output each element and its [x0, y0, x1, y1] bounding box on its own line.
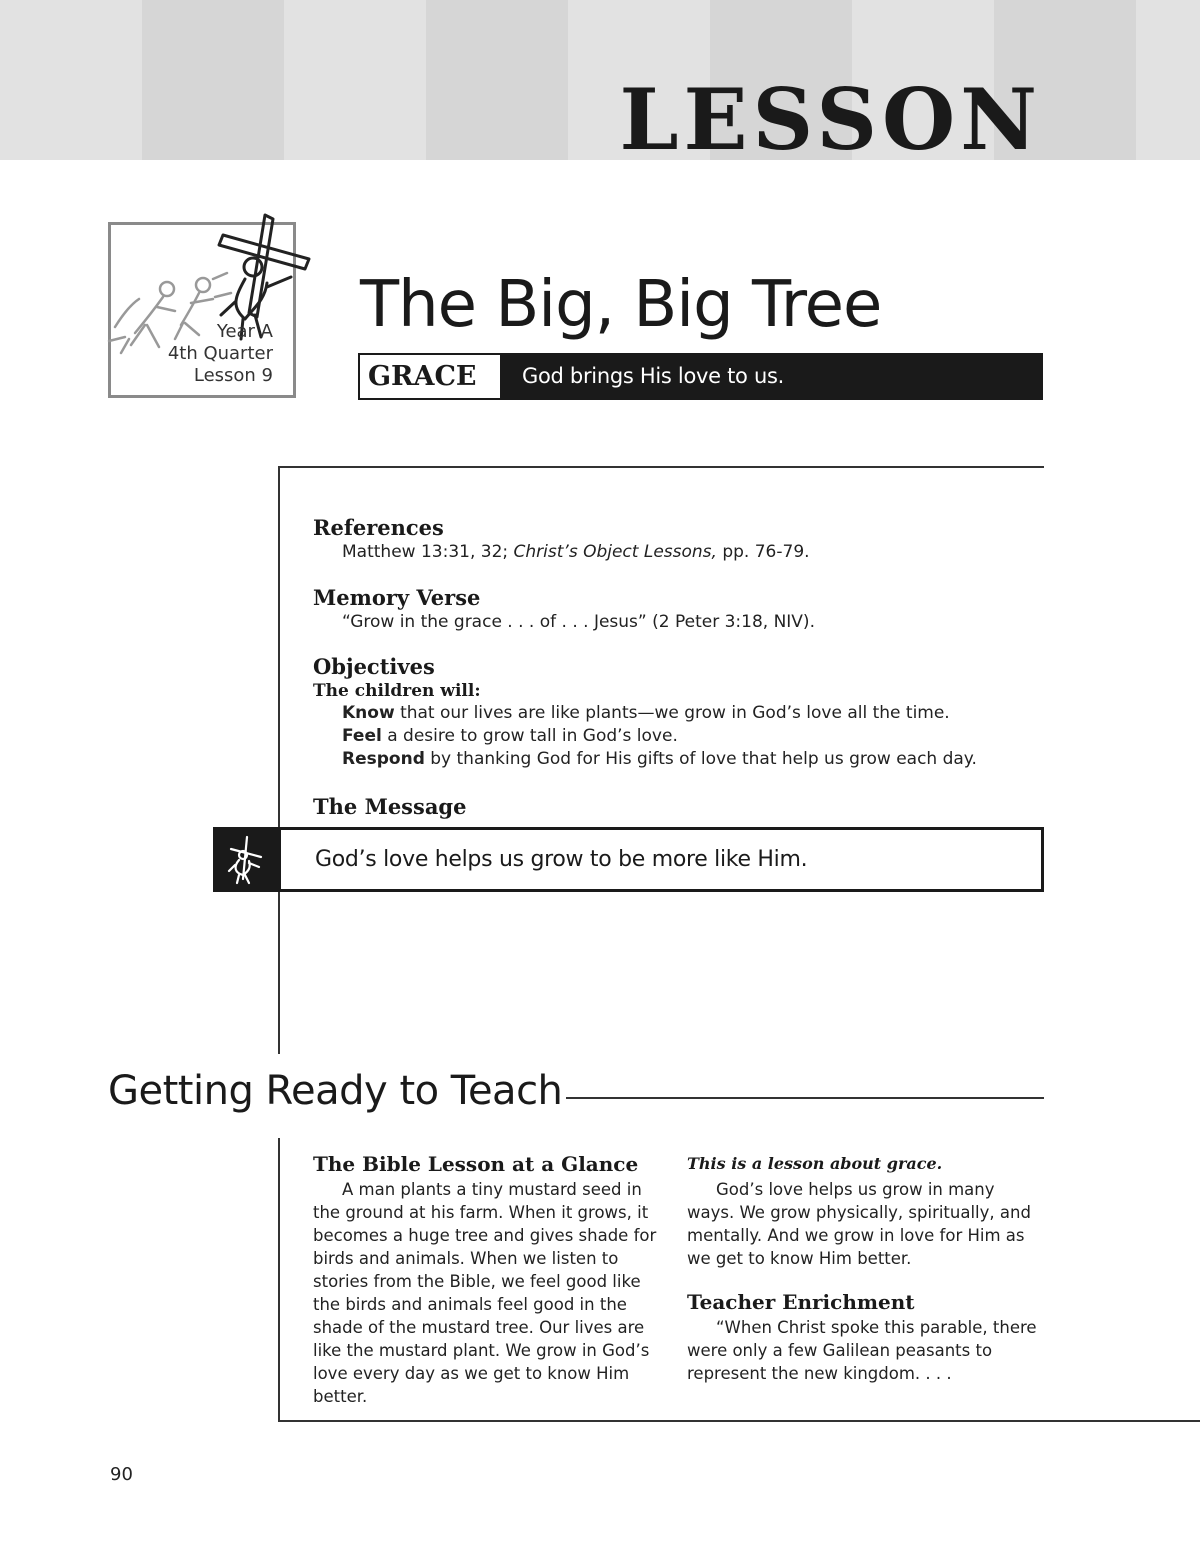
glance-heading: The Bible Lesson at a Glance: [313, 1152, 639, 1176]
info-box-top-rule: [278, 466, 1044, 468]
getting-ready-rule: [566, 1097, 1044, 1099]
getting-ready-heading: Getting Ready to Teach: [108, 1068, 563, 1114]
info-box-left-rule: [278, 466, 280, 1054]
badge-text: [168, 321, 273, 387]
message-icon-box: [213, 827, 278, 892]
lesson-title: The Big, Big Tree: [360, 268, 882, 342]
badge-year: Year A: [216, 321, 273, 342]
enrichment-heading: Teacher Enrichment: [687, 1290, 915, 1314]
message-box: [278, 827, 1044, 892]
objective-item: Feel a desire to grow tall in God’s love.: [342, 726, 678, 746]
page-number: 90: [110, 1464, 133, 1485]
message-section: [313, 794, 466, 820]
bottom-box-left-rule: [278, 1138, 280, 1422]
lesson-banner-word: LESSON: [619, 70, 1042, 169]
glance-column: [313, 1150, 669, 1408]
badge-quarter: 4th Quarter: [167, 343, 273, 364]
child-cross-icon: [213, 827, 278, 892]
bottom-box-bottom-rule: [278, 1420, 1200, 1422]
glance-text: A man plants a tiny mustard seed in the ground at his farm. When it grows, it becomes a huge tree and gives shade for birds and animals. When we listen to stories from the Bible, we feel good like the birds and animals feel good in the shade of the mustard tree. Our lives are like the mustard plant. We grow in God’s love every day as we get to know Him better.: [313, 1180, 657, 1406]
grace-enrichment-column: [687, 1150, 1043, 1385]
enrichment-text: “When Christ spoke this parable, there were only a few Galilean peasants to represent the new kingdom. . . .: [687, 1318, 1037, 1383]
grace-bar: [358, 353, 1043, 400]
references-heading: References: [313, 515, 444, 540]
memory-verse-text: “Grow in the grace . . . of . . . Jesus” (2 Peter 3:18, NIV).: [342, 612, 815, 632]
references-text: Matthew 13:31, 32; Christ’s Object Lessons, pp. 76-79.: [342, 542, 810, 562]
objectives-heading: Objectives: [313, 654, 435, 679]
memory-verse-heading: Memory Verse: [313, 585, 481, 610]
objectives-subheading: The children will:: [313, 681, 481, 701]
objectives-section: [313, 654, 977, 771]
lesson-badge: [108, 222, 296, 398]
objective-item: Know that our lives are like plants—we grow in God’s love all the time.: [342, 703, 950, 723]
message-text: God’s love helps us grow to be more like Him.: [315, 847, 808, 872]
badge-lesson: Lesson 9: [193, 365, 273, 386]
references-section: [313, 515, 810, 564]
about-grace-heading: This is a lesson about grace.: [687, 1154, 943, 1173]
message-heading: The Message: [313, 794, 467, 819]
grace-label: GRACE: [360, 355, 500, 398]
grace-tagline: God brings His love to us.: [522, 364, 785, 388]
objective-item: Respond by thanking God for His gifts of love that help us grow each day.: [342, 749, 977, 769]
message-bar: [213, 827, 1044, 892]
about-grace-text: God’s love helps us grow in many ways. We grow physically, spiritually, and mentally. And we grow in love for Him as we get to know Him better.: [687, 1180, 1031, 1268]
memory-verse-section: [313, 585, 815, 634]
